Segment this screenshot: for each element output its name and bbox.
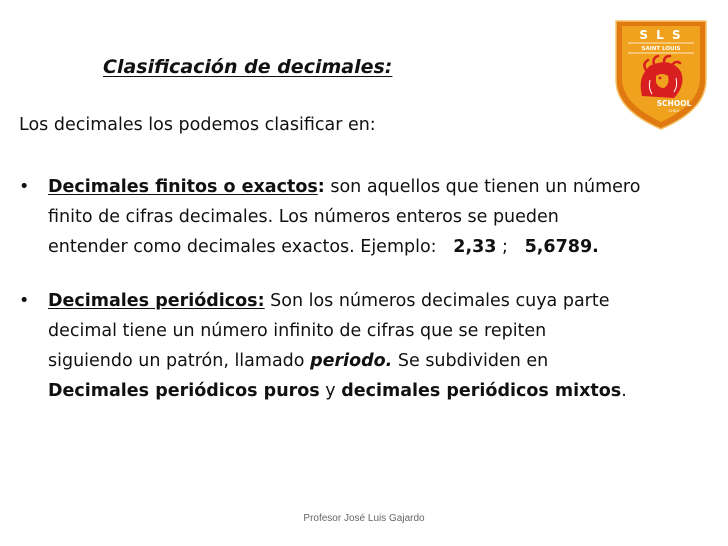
bullet-marker: • [19,177,30,197]
footer-author: Profesor José Luis Gajardo [303,513,425,524]
bullet-text: son aquellos que tienen un número [324,177,641,197]
logo-country: CHILE [668,108,680,113]
bullet-marker: • [19,291,30,311]
bullet-text: entender como decimales exactos. Ejemplo: [48,237,454,257]
term-mixed-periodic: decimales periódicos mixtos [341,381,622,401]
bullet-finite-decimals [19,172,709,262]
bullet-text: Se subdividen en [392,351,549,371]
intro-text: Los decimales los podemos clasificar en: [19,115,376,135]
conjunction: y [319,381,342,401]
term-finite-decimals: Decimales finitos o exactos [48,177,318,197]
bullet-line [19,286,709,316]
term-pure-periodic: Decimales periódicos puros [48,381,320,401]
bullet-line [19,376,709,406]
bullet-text: Son los números decimales cuya parte [264,291,610,311]
logo-letters: S L S [639,28,683,42]
slide-title: Clasificación de decimales: [103,56,393,78]
example-value: 5,6789. [524,237,599,257]
bullet-line: finito de cifras decimales. Los números enteros se pueden [48,207,559,227]
bullet-line [19,172,709,202]
bullet-text: siguiendo un patrón, llamado [48,351,311,371]
bullet-periodic-decimals [19,286,709,406]
logo-school: SCHOOL [656,99,692,108]
term-periodo: periodo. [310,351,393,371]
example-separator: ; [496,237,525,257]
bullet-line [19,346,709,376]
bullet-line [19,232,709,262]
saint-louis-school-logo [612,18,710,132]
term-colon: : [317,177,325,197]
example-value: 2,33 [453,237,497,257]
logo-name: SAINT LOUIS [641,46,681,52]
term-periodic-decimals: Decimales periódicos: [48,291,265,311]
bullet-line: decimal tiene un número infinito de cifras que se repiten [48,321,547,341]
period-end: . [621,381,627,401]
